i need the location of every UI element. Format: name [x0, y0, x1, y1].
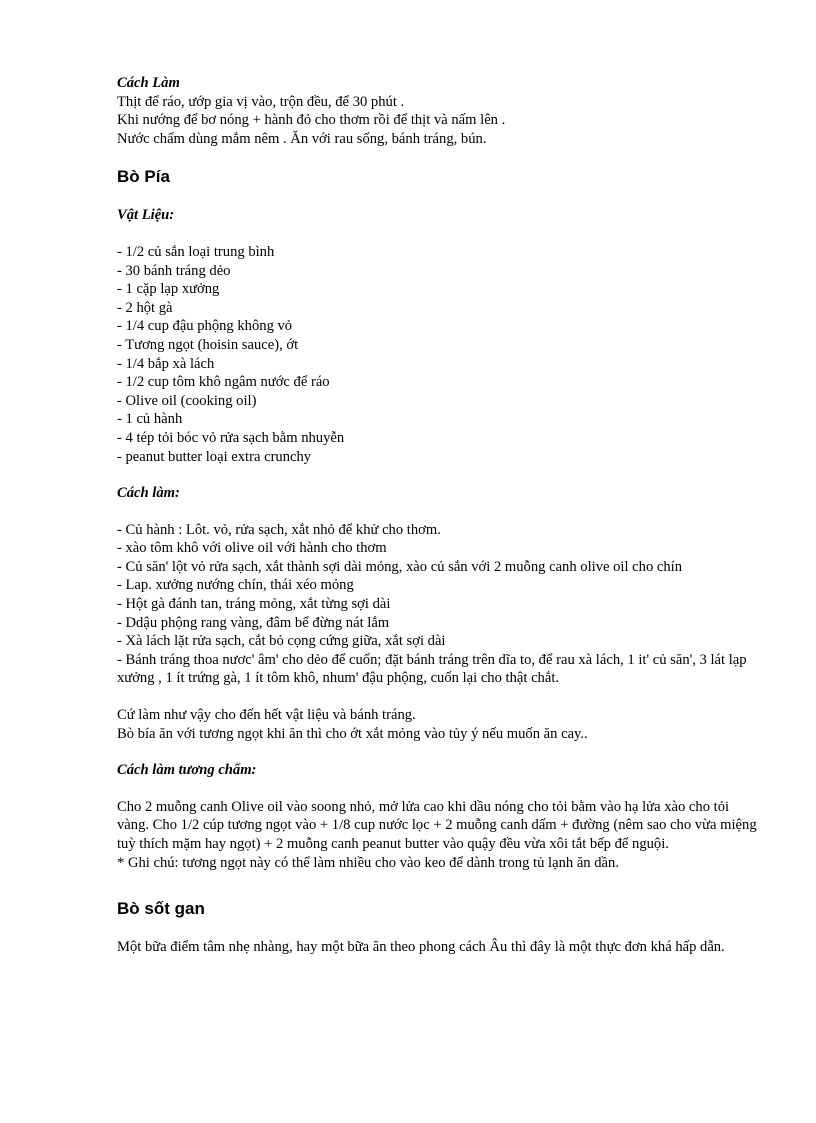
intro-heading: Cách Làm	[117, 75, 180, 91]
ingredient-item: - Tương ngọt (hoisin sauce), ớt	[117, 336, 299, 353]
method-step: - Xà lách lặt rửa sạch, cắt bỏ cọng cứng giữa, xắt sợi dài	[117, 633, 446, 650]
sauce-heading: Cách làm tương chấm:	[117, 762, 257, 779]
ingredient-item: - 1/4 bắp xà lách	[117, 355, 215, 372]
bo-sot-gan-intro: Một bữa điểm tâm nhẹ nhàng, hay một bữa ăn theo phong cách Âu thì đây là một thực đơn khá hấp dẫn.	[117, 939, 725, 956]
method-heading: Cách làm:	[117, 485, 180, 502]
sauce-note: * Ghi chú: tương ngọt này có thể làm nhiều cho vào keo để dành trong tủ lạnh ăn dần.	[117, 854, 619, 871]
ingredient-item: - peanut butter loại extra crunchy	[117, 448, 312, 465]
method-step: - Củ hành : Lôt. vỏ, rửa sạch, xắt nhỏ để khử cho thơm.	[117, 521, 441, 538]
ingredient-item: - 30 bánh tráng dẻo	[117, 262, 231, 279]
method-step: - xào tôm khô với olive oil với hành cho thơm	[117, 540, 387, 557]
ingredient-item: - 1 củ hành	[117, 411, 183, 428]
ingredient-item: - 4 tép tỏi bóc vỏ rửa sạch bằm nhuyễn	[117, 429, 345, 446]
ingredient-item: - 1/2 củ sắn loại trung bình	[117, 243, 275, 260]
section-title-bo-sot-gan: Bò sốt gan	[117, 899, 205, 919]
ingredient-item: - 1/4 cup đậu phộng không vỏ	[117, 318, 293, 335]
method-step: - Ddậu phộng rang vàng, đâm bể đừng nát lắm	[117, 614, 390, 631]
method-step: - Bánh tráng thoa nươc' âm' cho dẻo để cuốn; đặt bánh tráng trên dĩa to, để rau xà lách, 1 it' củ săn', 3 lát lạp xưởng , 1 ít trứng gà, 1 ít tôm khô, nhum' đậu phộng, cuốn lại cho thật chắt.	[117, 651, 747, 687]
sauce-paragraph: Cho 2 muỗng canh Olive oil vào soong nhỏ, mở lửa cao khi dầu nóng cho tỏi bằm vào hạ lửa xào cho tỏi vàng. Cho 1/2 cúp tương ngọt vào + 1/8 cup nước lọc + 2 muỗng canh dấm + đường (nêm sao cho vừa miệng tuỳ thích mặm hay ngọt) + 2 muỗng canh peanut butter vào quậy đều vừa xôi tắt bếp để nguội.	[117, 798, 757, 852]
method-steps	[117, 521, 757, 688]
intro-line: Khi nướng để bơ nóng + hành đỏ cho thơm rồi để thịt và nấm lên .	[117, 112, 506, 129]
ingredient-item: - 1/2 cup tôm khô ngâm nước để ráo	[117, 374, 330, 391]
section-title-bo-pia: Bò Pía	[117, 167, 170, 187]
document-page	[117, 74, 757, 957]
closing-line: Cứ làm như vậy cho đến hết vật liệu và bánh tráng.	[117, 707, 416, 724]
method-step: - Củ săn' lột vỏ rửa sạch, xắt thành sợi dài mỏng, xào củ sắn với 2 muỗng canh olive oil cho chín	[117, 558, 683, 575]
intro-line: Thịt để ráo, ướp gia vị vào, trộn đều, để 30 phút .	[117, 93, 405, 110]
ingredients-list	[117, 243, 757, 466]
ingredient-item: - 2 hột gà	[117, 299, 173, 316]
closing-line: Bò bía ăn với tương ngọt khi ăn thì cho ớt xắt mỏng vào tủy ý nếu muốn ăn cay..	[117, 725, 588, 742]
intro-line: Nước chấm dùng mắm nêm . Ăn với rau sống, bánh tráng, bún.	[117, 130, 487, 147]
ingredients-heading: Vật Liệu:	[117, 207, 175, 224]
method-step: - Hột gà đánh tan, tráng mỏng, xắt từng sợi dài	[117, 596, 391, 613]
ingredient-item: - 1 cặp lạp xưởng	[117, 281, 220, 298]
ingredient-item: - Olive oil (cooking oil)	[117, 392, 257, 409]
method-step: - Lap. xưởng nướng chín, thái xéo mỏng	[117, 577, 354, 594]
